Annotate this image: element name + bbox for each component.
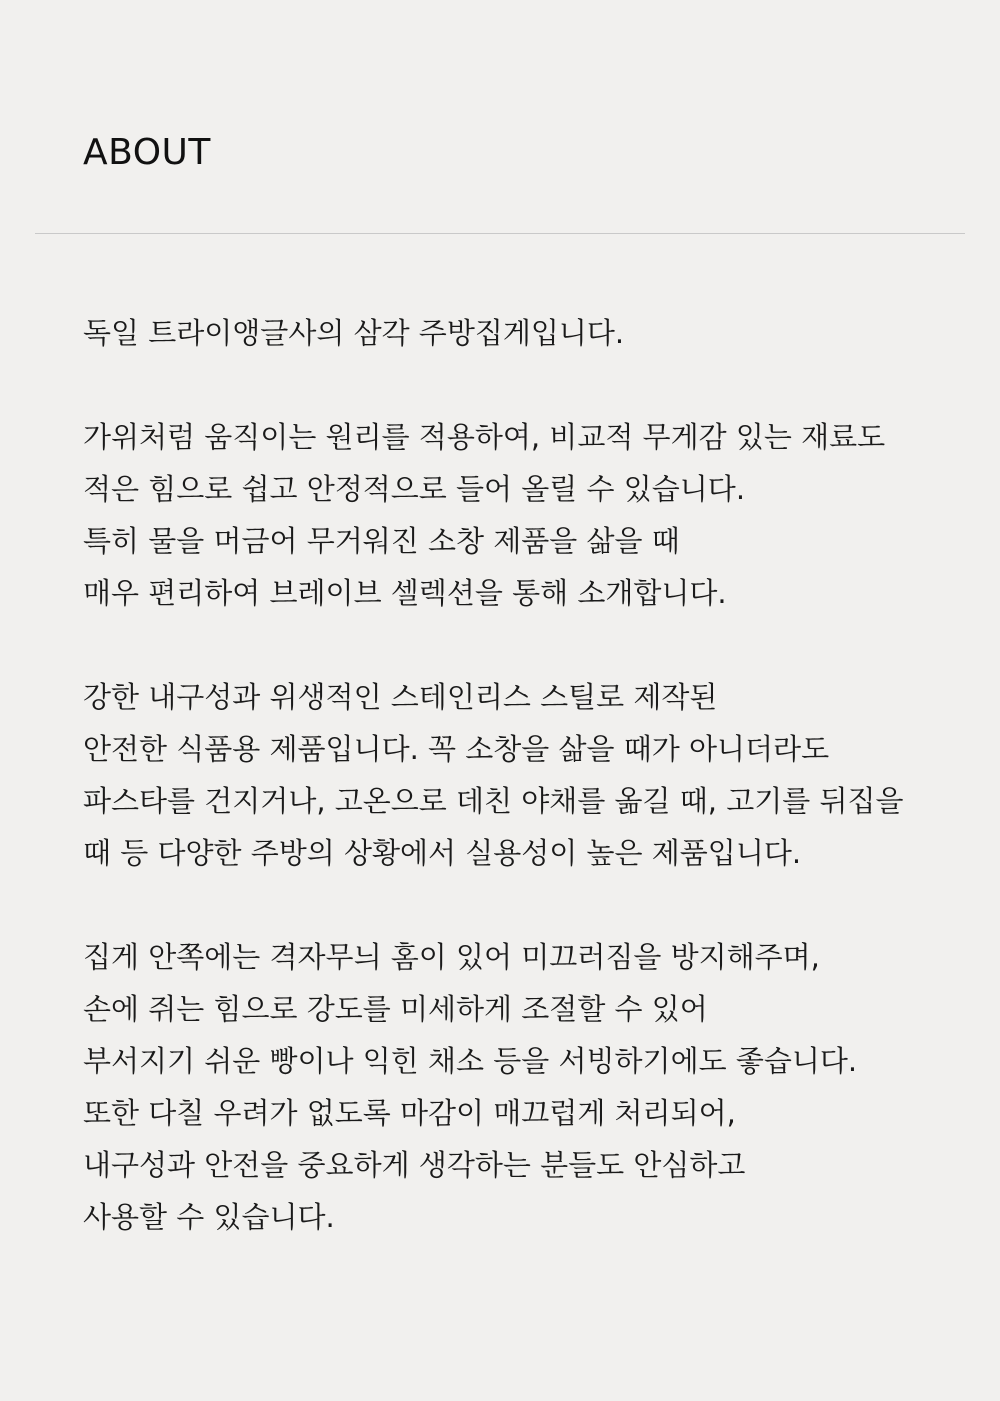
divider — [35, 233, 965, 234]
text-line: 내구성과 안전을 중요하게 생각하는 분들도 안심하고 — [83, 1148, 746, 1182]
text-line: 가위처럼 움직이는 원리를 적용하여, 비교적 무게감 있는 재료도 — [83, 420, 886, 454]
text-line: 강한 내구성과 위생적인 스테인리스 스틸로 제작된 — [83, 680, 718, 714]
text-line: 독일 트라이앵글사의 삼각 주방집게입니다. — [83, 316, 625, 350]
text-line: 파스타를 건지거나, 고온으로 데친 야채를 옮길 때, 고기를 뒤집을 — [83, 784, 904, 818]
text-line: 또한 다칠 우려가 없도록 마감이 매끄럽게 처리되어, — [83, 1096, 736, 1130]
text-line: 적은 힘으로 쉽고 안정적으로 들어 올릴 수 있습니다. — [83, 472, 746, 506]
text-line: 사용할 수 있습니다. — [83, 1200, 335, 1234]
text-line: 특히 물을 머금어 무거워진 소창 제품을 삶을 때 — [83, 524, 680, 558]
text-line: 부서지기 쉬운 빵이나 익힌 채소 등을 서빙하기에도 좋습니다. — [83, 1044, 858, 1078]
text-line: 집게 안쪽에는 격자무늬 홈이 있어 미끄러짐을 방지해주며, — [83, 940, 820, 974]
description-body — [83, 307, 973, 1295]
section-title: ABOUT — [83, 132, 211, 173]
text-line: 매우 편리하여 브레이브 셀렉션을 통해 소개합니다. — [83, 576, 727, 610]
text-line: 때 등 다양한 주방의 상황에서 실용성이 높은 제품입니다. — [83, 836, 802, 870]
text-line: 손에 쥐는 힘으로 강도를 미세하게 조절할 수 있어 — [83, 992, 708, 1026]
intro-paragraph — [83, 307, 973, 359]
usage-paragraph — [83, 411, 973, 619]
text-line: 안전한 식품용 제품입니다. 꼭 소창을 삶을 때가 아니더라도 — [83, 732, 830, 766]
material-paragraph — [83, 671, 973, 879]
features-paragraph — [83, 931, 973, 1243]
